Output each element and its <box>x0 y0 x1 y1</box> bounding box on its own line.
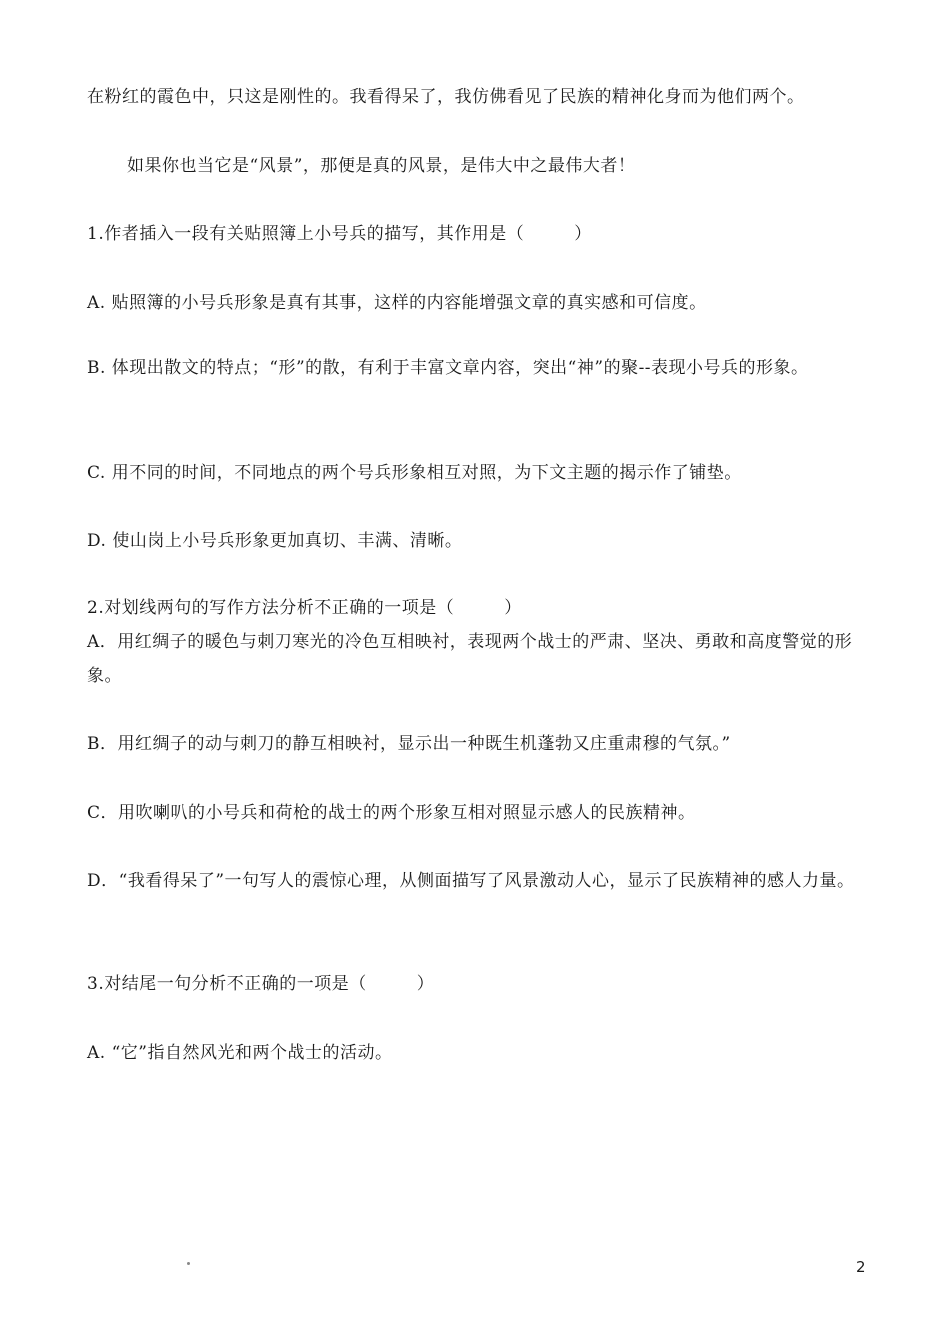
paragraph-1: 在粉红的霞色中，只这是刚性的。我看得呆了，我仿佛看见了民族的精神化身而为他们两个。 <box>87 87 805 107</box>
question-2-stem <box>87 597 522 619</box>
question-1-close: ） <box>574 224 592 244</box>
question-3-close: ） <box>416 974 435 994</box>
question-2-option-c: C．用吹喇叭的小号兵和荷枪的战士的两个形象互相对照显示感人的民族精神。 <box>87 803 696 823</box>
footer-dot <box>187 1262 190 1265</box>
question-3-stem <box>87 973 434 995</box>
question-2-option-a: A．用红绸子的暖色与刺刀寒光的冷色互相映衬，表现两个战士的严肃、坚决、勇敢和高度警觉的形象。 <box>87 632 853 686</box>
question-1-option-b: B. 体现出散文的特点；“形”的散，有利于丰富文章内容，突出“神”的聚--表现小号兵的形象。 <box>87 358 809 378</box>
page-number: 2 <box>856 1258 866 1276</box>
paragraph-2: 如果你也当它是“风景”，那便是真的风景，是伟大中之最伟大者！ <box>127 156 636 176</box>
question-1-option-a: A. 贴照簿的小号兵形象是真有其事，这样的内容能增强文章的真实感和可信度。 <box>87 293 707 313</box>
question-1-option-c: C. 用不同的时间，不同地点的两个号兵形象相互对照，为下文主题的揭示作了铺垫。 <box>87 463 742 483</box>
question-2-option-b: B．用红绸子的动与刺刀的静互相映衬，显示出一种既生机蓬勃又庄重肃穆的气氛。” <box>87 734 731 754</box>
question-3-text: 3.对结尾一句分析不正确的一项是（ <box>87 974 367 994</box>
question-3-option-a: A. “它”指自然风光和两个战士的活动。 <box>87 1043 393 1063</box>
question-1-option-d: D. 使山岗上小号兵形象更加真切、丰满、清晰。 <box>87 531 463 551</box>
question-1-stem <box>87 223 592 245</box>
question-1-text: 1.作者插入一段有关贴照簿上小号兵的描写，其作用是（ <box>87 224 525 244</box>
question-2-text: 2.对划线两句的写作方法分析不正确的一项是（ <box>87 598 455 618</box>
question-2-close: ） <box>504 598 522 618</box>
question-2-option-d: D．“我看得呆了”一句写人的震惊心理，从侧面描写了风景激动人心，显示了民族精神的感人力量。 <box>87 871 855 891</box>
